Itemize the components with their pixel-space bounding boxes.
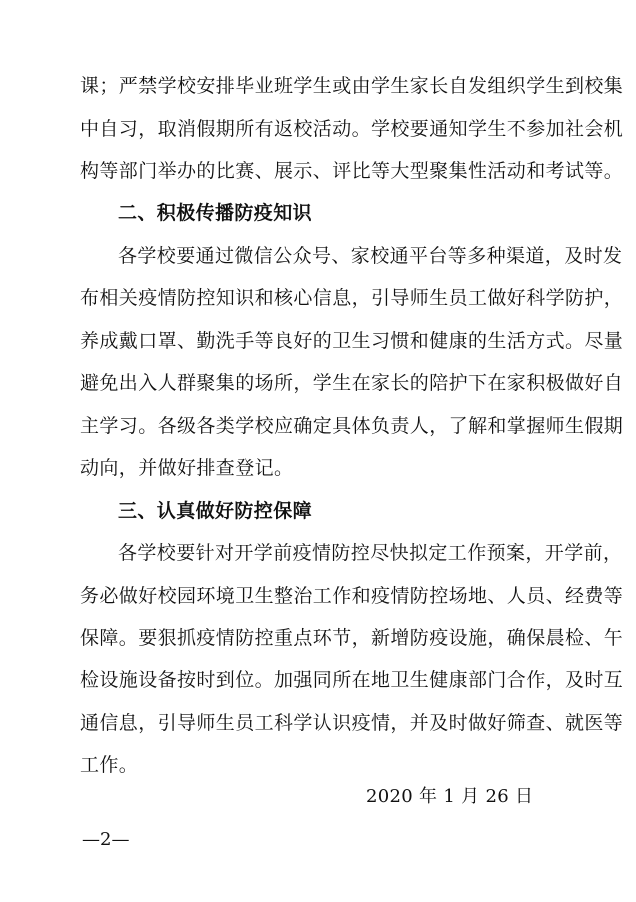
body-text-line: 各学校要针对开学前疫情防控尽快拟定工作预案，开学前， xyxy=(118,542,623,564)
body-text-line: 养成戴口罩、勤洗手等良好的卫生习惯和健康的生活方式。尽量 xyxy=(80,330,624,352)
body-text-line: 布相关疫情防控知识和核心信息，引导师生员工做好科学防护， xyxy=(80,287,624,309)
body-text-line: 保障。要狠抓疫情防控重点环节，新增防疫设施，确保晨检、午 xyxy=(80,627,624,649)
body-text-line: 课；严禁学校安排毕业班学生或由学生家长自发组织学生到校集 xyxy=(80,75,624,97)
body-text-line: 中自习，取消假期所有返校活动。学校要通知学生不参加社会机 xyxy=(80,118,624,140)
body-text-line: 工作。 xyxy=(80,754,139,776)
page-number: —2— xyxy=(82,829,130,850)
body-text-line: 构等部门举办的比赛、展示、评比等大型聚集性活动和考试等。 xyxy=(80,160,624,182)
document-date: 2020 年 1 月 26 日 xyxy=(366,786,534,807)
body-text-line: 检设施设备按时到位。加强同所在地卫生健康部门合作，及时互 xyxy=(80,669,624,691)
body-text-line: 通信息，引导师生员工科学认识疫情，并及时做好筛查、就医等 xyxy=(80,712,624,734)
body-text-line: 动向，并做好排查登记。 xyxy=(80,457,294,479)
section-heading: 三、认真做好防控保障 xyxy=(118,500,313,522)
body-text-line: 主学习。各级各类学校应确定具体负责人，了解和掌握师生假期 xyxy=(80,415,624,437)
section-heading: 二、积极传播防疫知识 xyxy=(118,202,313,224)
body-text-line: 各学校要通过微信公众号、家校通平台等多种渠道，及时发 xyxy=(118,245,623,267)
body-text-line: 务必做好校园环境卫生整治工作和疫情防控场地、人员、经费等 xyxy=(80,585,624,607)
body-text-line: 避免出入人群聚集的场所，学生在家长的陪护下在家积极做好自 xyxy=(80,372,624,394)
